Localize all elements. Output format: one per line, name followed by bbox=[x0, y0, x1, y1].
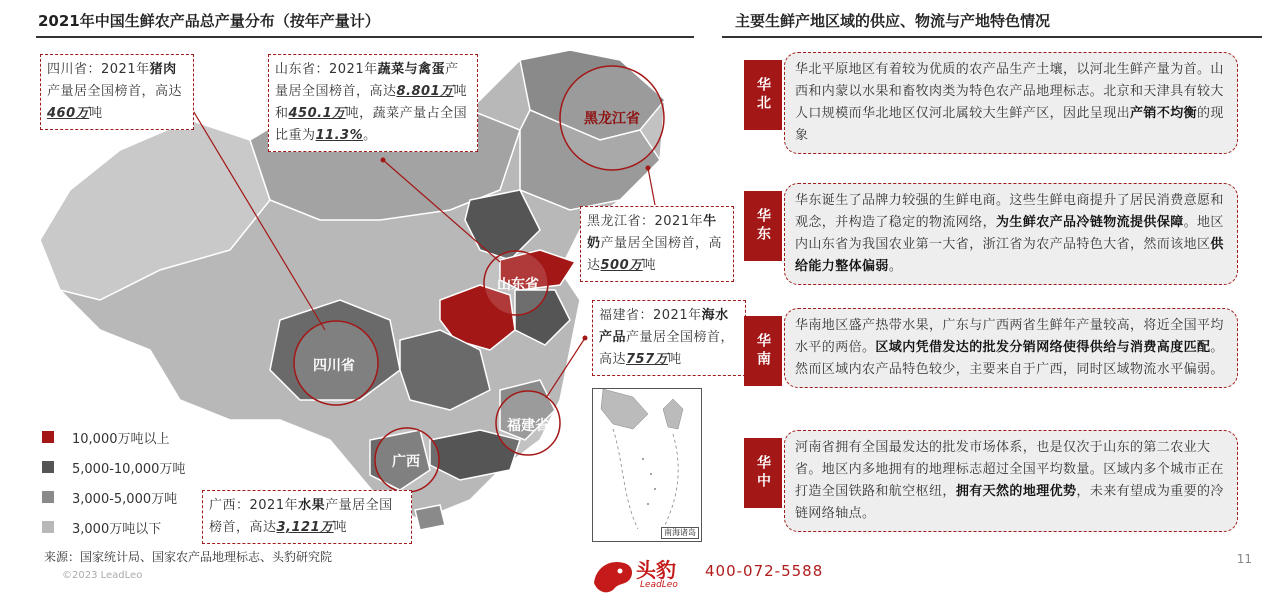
label-guangxi: 广西 bbox=[392, 454, 420, 470]
region-text: 华东诞生了品牌力较强的生鲜电商。这些生鲜电商提升了居民消费意愿和观念，并构造了稳定的物流网络， bbox=[795, 193, 1224, 230]
callout-shandong bbox=[268, 54, 478, 152]
leopard-logo-icon bbox=[590, 553, 636, 595]
callout-text: 广西：2021年 bbox=[209, 498, 299, 513]
legend-item bbox=[42, 452, 185, 482]
callout-value: 500万 bbox=[600, 258, 643, 273]
callout-text: 吨，蔬菜产量占全国比重为 bbox=[275, 106, 468, 143]
callout-text: 产量居全国榜首，高达 bbox=[47, 84, 183, 99]
map-section-title: 2021年中国生鲜农产品总产量分布（按年产量计） bbox=[38, 12, 380, 30]
inset-label: 南海诸岛 bbox=[661, 527, 699, 539]
callout-unit: 吨 bbox=[333, 520, 348, 535]
callout-value: 3,121万 bbox=[276, 520, 334, 535]
callout-product: 水果 bbox=[298, 498, 326, 513]
region-tag: 华中 bbox=[744, 438, 782, 508]
callout-text: 山东省：2021年 bbox=[275, 62, 378, 77]
region-text: 华北平原地区有着较为优质的农产品生产土壤，以河北生鲜产量为首。山西和内蒙以水果和畜牧肉类为特色农产品地理标志。北京和天津具有较大人口规模而华北地区仅河北属较大生鲜产区，因此呈现出 bbox=[795, 62, 1224, 121]
legend-label: 5,000-10,000万吨 bbox=[72, 461, 186, 477]
callout-product: 猪肉 bbox=[149, 62, 177, 77]
label-fujian: 福建省 bbox=[507, 418, 549, 434]
legend-label: 3,000-5,000万吨 bbox=[72, 491, 178, 507]
region-text: ，未来有望成为重要的冷链网络轴点。 bbox=[795, 484, 1224, 521]
legend-swatch bbox=[42, 521, 54, 533]
region-text-bold: 区域内凭借发达的批发分销网络使得供给与消费高度匹配 bbox=[875, 340, 1211, 355]
contact-phone: 400-072-5588 bbox=[705, 562, 824, 580]
region-text-bold: 产销不均衡 bbox=[1130, 106, 1198, 121]
callout-value: 8.801万 bbox=[396, 84, 454, 99]
callout-text: 产量居全国榜首，高达 bbox=[275, 62, 459, 99]
callout-text: 黑龙江省：2021年 bbox=[587, 214, 704, 229]
region-description bbox=[784, 52, 1238, 154]
south-china-sea-inset bbox=[592, 388, 702, 542]
callout-product: 牛奶 bbox=[587, 214, 717, 251]
source-note: 来源：国家统计局、国家农产品地理标志、头豹研究院 bbox=[44, 550, 333, 564]
legend-swatch bbox=[42, 461, 54, 473]
region-tag: 华北 bbox=[744, 60, 782, 130]
page-number: 11 bbox=[1236, 552, 1252, 566]
region-text: 。然而区域内农产品特色较少，主要来自于广西，同时区域物流水平偏弱。 bbox=[795, 340, 1224, 377]
legend-item bbox=[42, 512, 185, 542]
callout-text: 吨和 bbox=[275, 84, 468, 121]
callout-product: 海水产品 bbox=[599, 308, 729, 345]
callout-heilongjiang bbox=[580, 206, 734, 282]
title-rule-left bbox=[36, 36, 694, 38]
region-tag: 华东 bbox=[744, 191, 782, 261]
label-shandong: 山东省 bbox=[497, 277, 539, 293]
region-text-bold: 供给能力整体偏弱 bbox=[795, 237, 1224, 274]
region-text: 华南地区盛产热带水果，广东与广西两省生鲜年产量较高，将近全国平均水平的两倍。 bbox=[795, 318, 1224, 355]
title-rule-right bbox=[722, 36, 1262, 38]
region-hainan bbox=[415, 505, 445, 530]
legend-item bbox=[42, 482, 185, 512]
region-text-bold: 为生鲜农产品冷链物流提供保障 bbox=[996, 215, 1184, 230]
map-legend bbox=[42, 422, 185, 542]
callout-text: 福建省：2021年 bbox=[599, 308, 702, 323]
callout-unit: 吨 bbox=[642, 258, 657, 273]
callout-unit: 吨 bbox=[668, 352, 682, 367]
copyright: ©2023 LeadLeo bbox=[62, 570, 143, 581]
callout-value: 460万 bbox=[47, 106, 90, 121]
legend-swatch bbox=[42, 491, 54, 503]
callout-guangxi bbox=[202, 490, 412, 544]
callout-text: 产量居全国榜首，高达 bbox=[599, 330, 735, 367]
brand-name: 头豹 bbox=[636, 558, 676, 582]
legend-label: 3,000万吨以下 bbox=[72, 521, 162, 537]
callout-sichuan bbox=[40, 54, 194, 130]
region-text: 。地区内山东省为我国农业第一大省，浙江省为农产品特色大省，然而该地区 bbox=[795, 215, 1224, 252]
legend-item bbox=[42, 422, 185, 452]
region-text-bold: 拥有天然的地理优势 bbox=[955, 484, 1077, 499]
callout-text: 四川省：2021年 bbox=[47, 62, 150, 77]
callout-text: 产量居全国榜首，高达 bbox=[209, 498, 393, 535]
legend-swatch bbox=[42, 431, 54, 443]
callout-text: 。 bbox=[363, 128, 377, 143]
inset-map bbox=[593, 389, 699, 539]
region-text: 。 bbox=[888, 259, 903, 274]
region-description bbox=[784, 183, 1238, 285]
callout-fujian bbox=[592, 300, 746, 376]
label-sichuan: 四川省 bbox=[313, 358, 355, 374]
callout-value: 11.3% bbox=[315, 128, 364, 143]
label-heilongjiang: 黑龙江省 bbox=[584, 111, 640, 127]
callout-product: 蔬菜与禽蛋 bbox=[377, 62, 446, 77]
region-text: 河南省拥有全国最发达的批发市场体系，也是仅次于山东的第二农业大省。地区内多地拥有的地理标志超过全国平均数量。区域内多个城市正在打造全国铁路和航空枢纽， bbox=[795, 440, 1224, 499]
callout-unit: 吨 bbox=[89, 106, 103, 121]
brand-subtitle: LeadLeo bbox=[640, 580, 678, 590]
region-text: 的现象 bbox=[795, 106, 1224, 143]
region-tag: 华南 bbox=[744, 316, 782, 386]
legend-label: 10,000万吨以上 bbox=[72, 431, 170, 447]
region-description bbox=[784, 430, 1238, 532]
region-description bbox=[784, 308, 1238, 388]
callout-value: 757万 bbox=[626, 352, 669, 367]
region-section-title: 主要生鲜产地区域的供应、物流与产地特色情况 bbox=[735, 12, 1051, 30]
callout-value: 450.1万 bbox=[288, 106, 346, 121]
callout-text: 产量居全国榜首，高达 bbox=[587, 236, 723, 273]
